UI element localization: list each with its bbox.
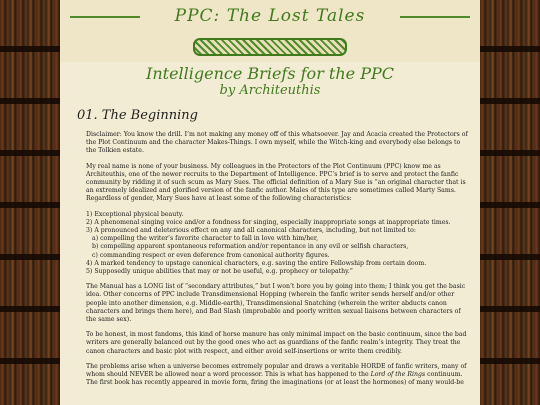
list-item: 4) A marked tendency to upstage canonical characters, e.g. saving the entire Fellowship from certain doom. [86, 259, 427, 267]
list-item: 5) Supposedly unique abilities that may or not be useful, e.g. prophecy or telepathy.” [86, 268, 353, 276]
problems-paragraph [86, 363, 470, 388]
list-item: 2) A phenomenal singing voice and/or a fondness for singing, especially inappropriate songs at inappropriate times. [86, 218, 451, 226]
list-item: 3) A pronounced and deleterious effect on any and all canonical characters, including, but not limited to: [86, 227, 416, 235]
chapter-heading: 01. The Beginning [77, 108, 198, 123]
celtic-knot-ornament [193, 38, 347, 56]
honest-paragraph: To be honest, in most fandoms, this kind of horse manure has only minimal impact on the basic continuum, since the bad writers are generally balanced out by the good ones who act as guardians of the fanfic realm’s integrity. They treat the canon characters and basic plot with respect, and either avoid self-insertions or write them credibly. [86, 331, 467, 355]
bookshelf-right-decoration [480, 0, 540, 405]
story-byline: by Architeuthis [219, 83, 321, 98]
problems-text-b: continuum. The first book has recently appeared in movie form, firing the imaginations (or at least the hormones) of many would-be [86, 371, 464, 387]
manual-paragraph: The Manual has a LONG list of “secondary attributes,” but I won’t bore you by going into them; I think you get the basic idea. Other concerns of PPC include Transdimensional Hopping (wherein the fanfic writer sends herself and/or other people into another dimension, e.g. Middle-earth), Transdimensional Snatching (wherein the writer abducts canon characters and brings them here), and Bad Slash (improbable and poorly written sexual liaisons between characters of the same sex). [86, 283, 466, 324]
problems-text-a: The problems arise when a universe becomes extremely popular and draws a veritable HORDE of fanfic writers, many of whom should NEVER be allowed near a word processor. This is what has happened to the [86, 362, 467, 379]
disclaimer-paragraph: Disclaimer: You know the drill. I’m not making any money off of this whatsoever. Jay and Acacia created the Protectors of the Plot Continuum and the character Makes-Things. I own myself, while the Witch-king and everybody else belongs to the Tolkien estate. [86, 131, 468, 155]
story-body [86, 131, 470, 387]
list-item: 1) Exceptional physical beauty. [86, 210, 184, 218]
page-content [60, 0, 480, 405]
intro-paragraph: My real name is none of your business. My colleagues in the Protectors of the Plot Continuum (PPC) know me as Architeuthis, one of the newer recruits to the Department of Intelligence. PPC’s brief is to serve and protect the fanfic community by ridding it of such scum as Mary Sues. The official definition of a Mary Sue is “an original character that is an extremely idealized and glorified version of the fanfic author. Males of this type are sometimes called Marty Sams. Regardless of gender, Mary Sues have at least some of the following characteristics: [86, 162, 466, 203]
mary-sue-characteristics-list [86, 211, 470, 277]
lotr-title: Lord of the Rings [370, 371, 426, 379]
bookshelf-left-decoration [0, 0, 60, 405]
site-title: PPC: The Lost Tales [174, 6, 366, 26]
list-item: a) compelling the writer’s favorite character to fall in love with him/her, [92, 235, 319, 243]
site-banner [60, 0, 480, 62]
list-item: c) commanding respect or even deference from canonical authority figures. [92, 251, 330, 259]
list-item: b) compelling apparent spontaneous reformation and/or repentance in any evil or selfish characters, [92, 243, 409, 251]
story-header [60, 64, 480, 98]
banner-rule-right [400, 16, 470, 18]
story-title: Intelligence Briefs for the PPC [146, 64, 394, 83]
